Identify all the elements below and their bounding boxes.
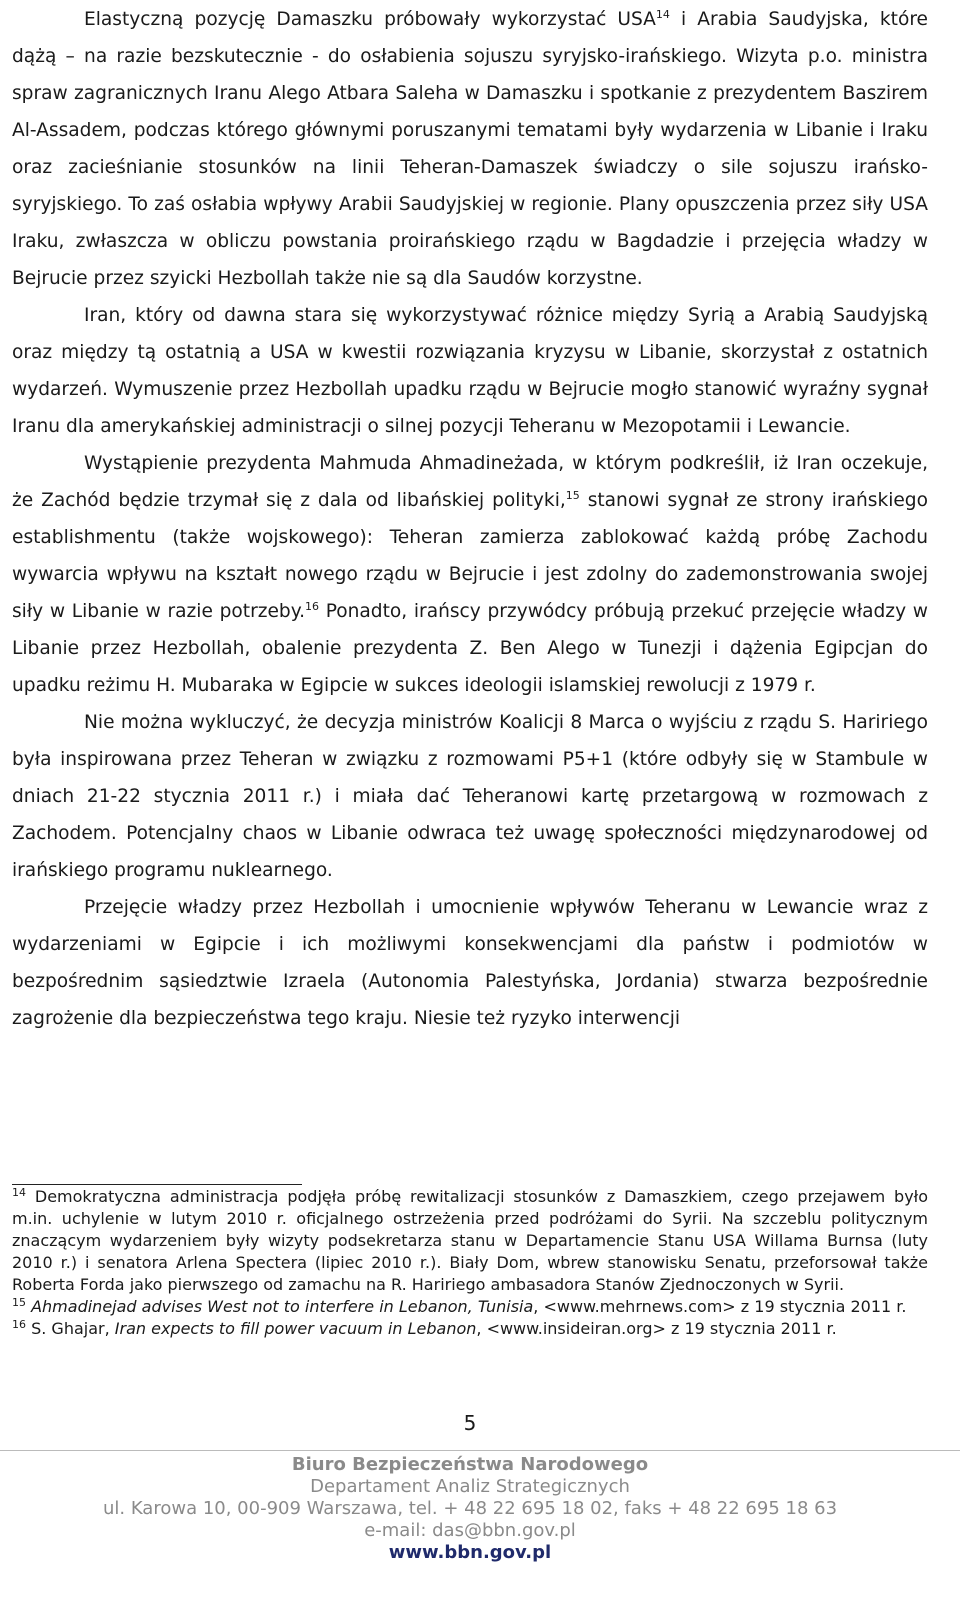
footer-organization: Biuro Bezpieczeństwa Narodowego bbox=[291, 1454, 649, 1475]
paragraph-3 bbox=[12, 445, 928, 704]
paragraph-text: stanowi sygnał ze strony irańskiego establishmentu (także wojskowego): Teheran zamierza zablokować każdą próbę Zachodu wywarcia wpływu na kształt nowego rządu w Bejrucie i jest zdolny do zademonstrowania swojej siły w Libanie w razie potrzeby. bbox=[12, 490, 928, 622]
footnote-16 bbox=[12, 1318, 928, 1340]
paragraph-text: i Arabia Saudyjska, które dążą – na razie bezskutecznie - do osłabienia sojuszu syryjsko-irańskiego. Wizyta p.o. ministra spraw zagranicznych Iranu Alego Atbara Saleha w Damaszku i spotkanie z prezydentem Baszirem Al-Assadem, podczas którego głównymi poruszanymi tematami były wydarzenia w Libanie i Iraku oraz zacieśnianie stosunków na linii Teheran-Damaszek świadczy o sile sojuszu irańsko-syryjskiego. To zaś osłabia wpływy Arabii Saudyjskiej w regionie. Plany opuszczenia przez siły USA Iraku, zwłaszcza w obliczu powstania proirańskiego rządu w Bagdadzie i przejęcia władzy w Bejrucie przez szyicki Hezbollah także nie są dla Saudów korzystne. bbox=[12, 9, 928, 289]
footnote-number: 14 bbox=[12, 1186, 26, 1199]
footnote-number: 16 bbox=[12, 1318, 26, 1331]
footer-department: Departament Analiz Strategicznych bbox=[310, 1476, 630, 1497]
footnote-15 bbox=[12, 1296, 928, 1318]
paragraph-4: Nie można wykluczyć, że decyzja ministrów Koalicji 8 Marca o wyjściu z rządu S. Haririego była inspirowana przez Teheran w związku z rozmowami P5+1 (które odbyły się w Stambule w dniach 21-22 stycznia 2011 r.) i miała dać Teheranowi kartę przetargową w rozmowach z Zachodem. Potencjalny chaos w Libanie odwraca też uwagę społeczności międzynarodowej od irańskiego programu nuklearnego. bbox=[12, 712, 928, 881]
footnote-text: Demokratyczna administracja podjęła próbę rewitalizacji stosunków z Damaszkiem, czego przejawem było m.in. uchylenie w lutym 2010 r. oficjalnego ostrzeżenia przed podróżami do Syrii. Na szczeblu politycznym znaczącym wydarzeniem były wizyty podsekretarza stanu w Departamencie Stanu USA Willama Burnsa (luty 2010 r.) i senatora Arlena Spectera (lipiec 2010 r.). Biały Dom, wbrew stanowisku Senatu, przeforsował także Roberta Forda jako pierwszego od zamachu na R. Haririego ambasadora Stanów Zjednoczonych w Syrii. bbox=[12, 1187, 928, 1294]
footnotes bbox=[12, 1186, 928, 1340]
page-footer bbox=[0, 1454, 940, 1564]
footnote-ref-14[interactable]: 14 bbox=[655, 8, 670, 21]
paragraph-5: Przejęcie władzy przez Hezbollah i umocnienie wpływów Teheranu w Lewancie wraz z wydarzeniami w Egipcie i ich możliwymi konsekwencjami dla państw i podmiotów w bezpośrednim sąsiedztwie Izraela (Autonomia Palestyńska, Jordania) stwarza bezpośrednie zagrożenie dla bezpieczeństwa tego kraju. Niesie też ryzyko interwencji bbox=[12, 897, 928, 1029]
document-page bbox=[12, 0, 928, 1037]
footnote-ref-16[interactable]: 16 bbox=[304, 600, 319, 613]
footer-divider bbox=[0, 1450, 960, 1451]
footnote-text: S. Ghajar, bbox=[26, 1319, 115, 1338]
footnote-title: Ahmadinejad advises West not to interfere in Lebanon, Tunisia bbox=[31, 1297, 534, 1316]
footnote-ref-15[interactable]: 15 bbox=[565, 489, 580, 502]
paragraph-text: Wystąpienie prezydenta Mahmuda Ahmadineżada, w którym podkreślił, iż Iran oczekuje, że Zachód będzie trzymał się z dala od libańskiej polityki, bbox=[12, 453, 928, 511]
paragraph-1 bbox=[12, 1, 928, 297]
paragraph-text: Ponadto, irańscy przywódcy próbują przekuć przejęcie władzy w Libanie przez Hezbollah, obalenie prezydenta Z. Ben Alego w Tunezji i dążenia Egipcjan do upadku reżimu H. Mubaraka w Egipcie w sukces ideologii islamskiej rewolucji z 1979 r. bbox=[12, 601, 928, 696]
paragraph-text: Elastyczną pozycję Damaszku próbowały wykorzystać USA bbox=[84, 9, 656, 30]
footnote-14 bbox=[12, 1186, 928, 1296]
footnote-separator bbox=[12, 1184, 302, 1185]
footer-website-link[interactable]: www.bbn.gov.pl bbox=[388, 1542, 552, 1563]
main-text bbox=[12, 0, 928, 1037]
footnote-text: , <www.insideiran.org> z 19 stycznia 2011 r. bbox=[476, 1319, 837, 1338]
footer-address: ul. Karowa 10, 00-909 Warszawa, tel. + 48 22 695 18 02, faks + 48 22 695 18 63 bbox=[102, 1498, 838, 1519]
footer-email[interactable]: e-mail: das@bbn.gov.pl bbox=[364, 1520, 576, 1541]
paragraph-2: Iran, który od dawna stara się wykorzystywać różnice między Syrią a Arabią Saudyjską oraz między tą ostatnią a USA w kwestii rozwiązania kryzysu w Libanie, skorzystał z ostatnich wydarzeń. Wymuszenie przez Hezbollah upadku rządu w Bejrucie mogło stanowić wyraźny sygnał Iranu dla amerykańskiej administracji o silnej pozycji Teheranu w Mezopotamii i Lewancie. bbox=[12, 305, 928, 437]
footnote-text: , <www.mehrnews.com> z 19 stycznia 2011 r. bbox=[533, 1297, 907, 1316]
footnote-title: Iran expects to fill power vacuum in Lebanon bbox=[114, 1319, 477, 1338]
page-number: 5 bbox=[463, 1411, 477, 1435]
footnote-number: 15 bbox=[12, 1296, 26, 1309]
